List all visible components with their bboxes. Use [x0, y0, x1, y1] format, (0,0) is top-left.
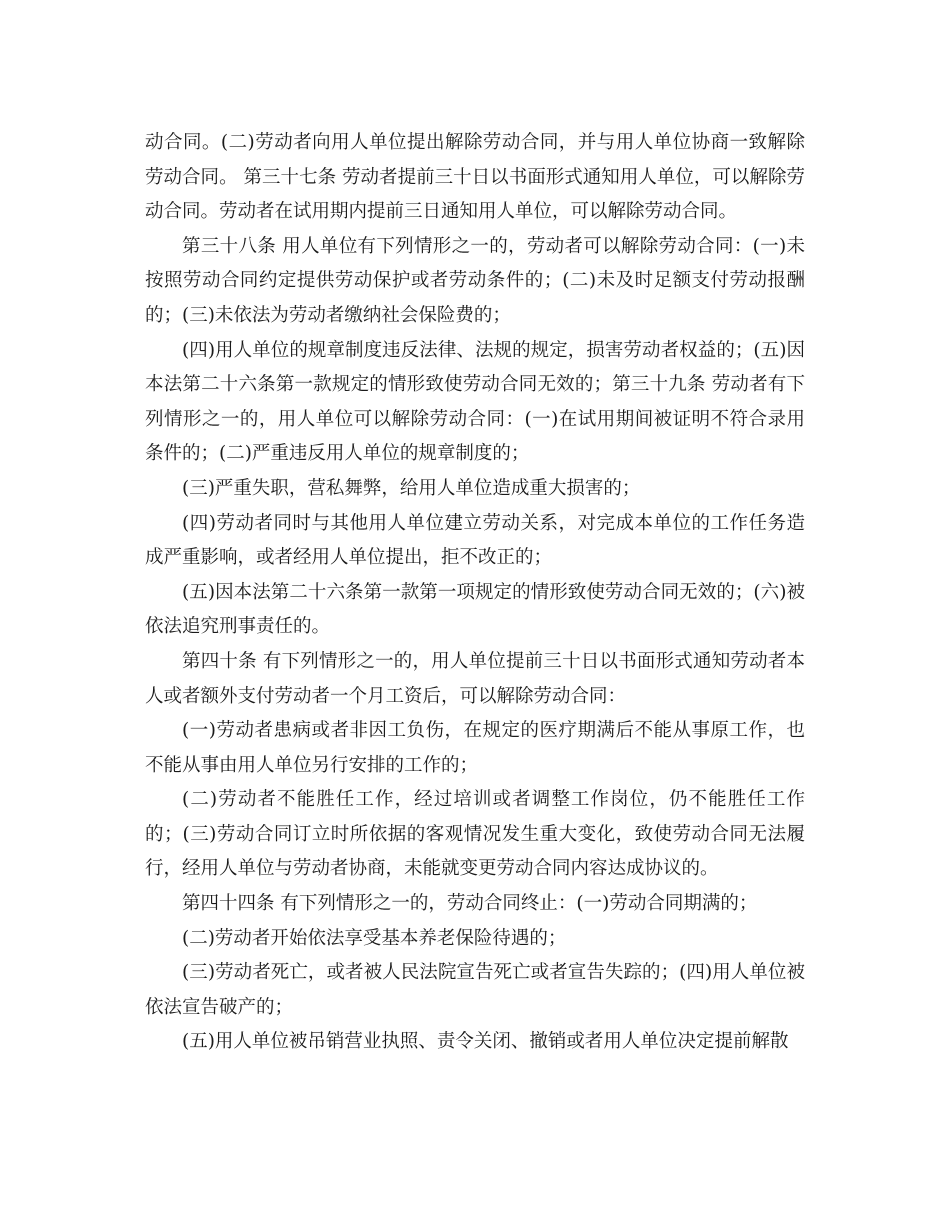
- paragraph-4: (三)严重失职，营私舞弊，给用人单位造成重大损害的；: [182, 477, 641, 499]
- paragraph-11: (二)劳动者开始依法享受基本养老保险待遇的；: [182, 927, 567, 949]
- paragraph-6: (五)因本法第二十六条第一款第一项规定的情形致使劳动合同无效的；(六)被依法追究刑事责任的。: [145, 581, 805, 638]
- paragraph-9: (二)劳动者不能胜任工作，经过培训或者调整工作岗位，仍不能胜任工作的；(三)劳动合同订立时所依据的客观情况发生重大变化，致使劳动合同无法履行，经用人单位与劳动者协商，未能就变更劳动合同内容达成协议的。: [145, 789, 805, 880]
- document-body: [145, 126, 805, 1060]
- paragraph-7: 第四十条 有下列情形之一的，用人单位提前三十日以书面形式通知劳动者本人或者额外支付劳动者一个月工资后，可以解除劳动合同：: [145, 650, 805, 707]
- paragraph-1: 动合同。(二)劳动者向用人单位提出解除劳动合同，并与用人单位协商一致解除劳动合同。 第三十七条 劳动者提前三十日以书面形式通知用人单位，可以解除劳动合同。劳动者在试用期内提前三日通知用人单位，可以解除劳动合同。: [145, 132, 805, 223]
- paragraph-3: (四)用人单位的规章制度违反法律、法规的规定，损害劳动者权益的；(五)因本法第二十六条第一款规定的情形致使劳动合同无效的；第三十九条 劳动者有下列情形之一的，用人单位可以解除劳动合同：(一)在试用期间被证明不符合录用条件的；(二)严重违反用人单位的规章制度的；: [145, 339, 805, 465]
- paragraph-12: (三)劳动者死亡，或者被人民法院宣告死亡或者宣告失踪的；(四)用人单位被依法宣告破产的；: [145, 962, 805, 1018]
- paragraph-2: 第三十八条 用人单位有下列情形之一的，劳动者可以解除劳动合同：(一)未按照劳动合同约定提供劳动保护或者劳动条件的；(二)未及时足额支付劳动报酬的；(三)未依法为劳动者缴纳社会保险费的；: [145, 235, 805, 326]
- paragraph-8: (一)劳动者患病或者非因工负伤，在规定的医疗期满后不能从事原工作，也不能从事由用人单位另行安排的工作的；: [145, 720, 805, 776]
- paragraph-5: (四)劳动者同时与其他用人单位建立劳动关系，对完成本单位的工作任务造成严重影响，或者经用人单位提出，拒不改正的；: [145, 512, 805, 569]
- paragraph-13: (五)用人单位被吊销营业执照、责令关闭、撤销或者用人单位决定提前解散: [182, 1031, 789, 1053]
- paragraph-10: 第四十四条 有下列情形之一的，劳动合同终止：(一)劳动合同期满的；: [182, 893, 758, 915]
